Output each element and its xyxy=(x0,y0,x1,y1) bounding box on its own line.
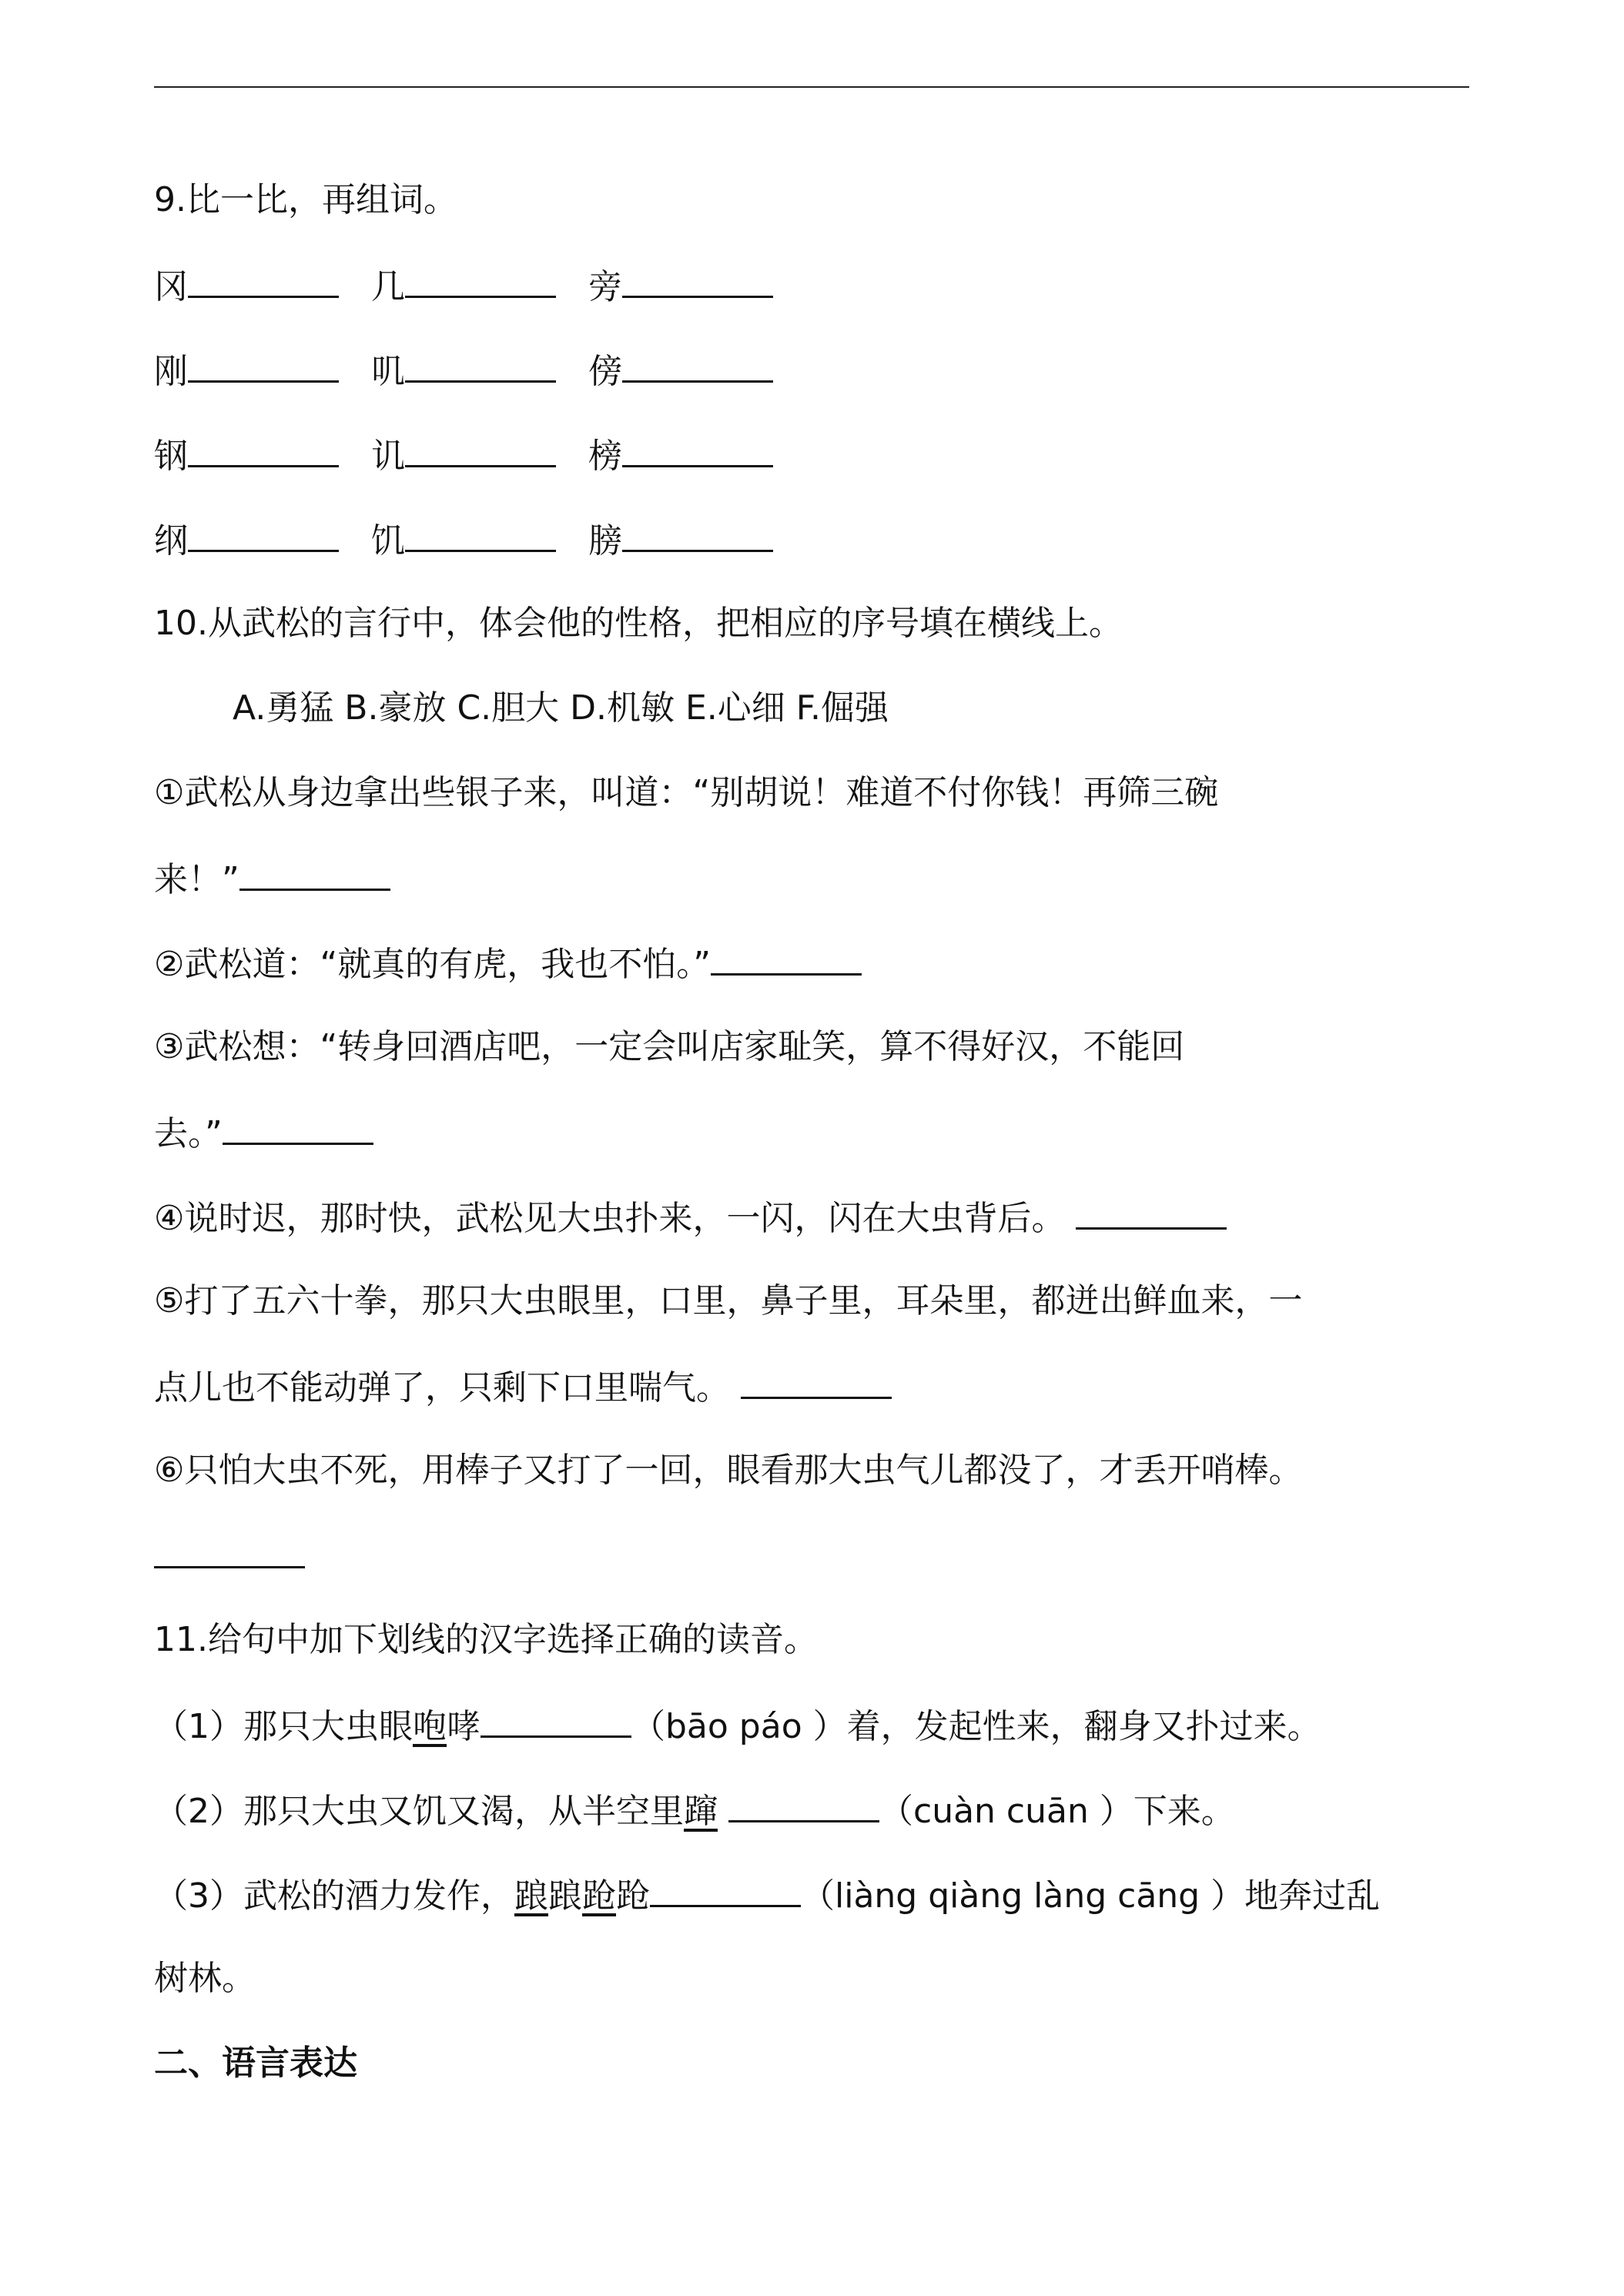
answer-blank[interactable] xyxy=(154,1532,305,1568)
q11-sentence-1: （1）那只大虫眼咆哮 （bāo páo ）着，发起性来，翻身又扑过来。 xyxy=(154,1702,1321,1750)
q10-options: A.勇猛 B.豪放 C.胆大 D.机敏 E.心细 F.倔强 xyxy=(233,688,889,728)
answer-blank[interactable] xyxy=(622,346,773,383)
q9-row-3: 钢 讥 榜 xyxy=(154,431,805,480)
answer-blank[interactable] xyxy=(622,516,773,552)
q10-item-5: ⑤打了五六十拳，那只大虫眼里，口里，鼻子里，耳朵里，都迸出鲜血来，一 xyxy=(154,1281,1303,1320)
answer-blank[interactable] xyxy=(1076,1193,1227,1230)
answer-blank[interactable] xyxy=(711,939,862,976)
answer-blank[interactable] xyxy=(188,262,339,298)
answer-blank[interactable] xyxy=(481,1702,631,1738)
answer-blank[interactable] xyxy=(239,855,390,891)
answer-blank[interactable] xyxy=(188,431,339,467)
q10-title: 10.从武松的言行中，体会他的性格，把相应的序号填在横线上。 xyxy=(154,604,1123,643)
answer-blank[interactable] xyxy=(405,516,556,552)
q9-row-2: 刚 叽 傍 xyxy=(154,346,805,395)
q10-item-5-cont: 点儿也不能动弹了，只剩下口里喘气。 xyxy=(154,1363,892,1411)
q10-item-2: ②武松道：“就真的有虎，我也不怕。” xyxy=(154,939,862,988)
answer-blank[interactable] xyxy=(650,1871,801,1907)
answer-blank[interactable] xyxy=(405,346,556,383)
section-heading: 二、语言表达 xyxy=(154,2043,357,2083)
q11-sentence-3: （3）武松的酒力发作，踉踉跄跄 （liàng qiàng làng cāng ）地奔过乱 xyxy=(154,1871,1380,1919)
q10-item-3: ③武松想：“转身回酒店吧，一定会叫店家耻笑，算不得好汉，不能回 xyxy=(154,1027,1185,1066)
q9-title: 9.比一比，再组词。 xyxy=(154,180,457,219)
q10-item-1-cont: 来！” xyxy=(154,855,390,903)
answer-blank[interactable] xyxy=(622,262,773,298)
answer-blank[interactable] xyxy=(405,431,556,467)
header-rule xyxy=(154,86,1469,88)
answer-blank[interactable] xyxy=(728,1786,879,1822)
q11-sentence-3-cont: 树林。 xyxy=(154,1959,256,1998)
q11-sentence-2: （2）那只大虫又饥又渴，从半空里蹿 （cuàn cuān ）下来。 xyxy=(154,1786,1235,1835)
answer-blank[interactable] xyxy=(188,516,339,552)
q10-item-6: ⑥只怕大虫不死，用棒子又打了一回，眼看那大虫气儿都没了，才丢开哨棒。 xyxy=(154,1451,1303,1490)
q10-item-4: ④说时迟，那时快，武松见大虫扑来，一闪，闪在大虫背后。 xyxy=(154,1193,1227,1242)
answer-blank[interactable] xyxy=(223,1109,373,1145)
q9-row-4: 纲 饥 膀 xyxy=(154,516,805,564)
q10-item-1: ①武松从身边拿出些银子来，叫道：“别胡说！难道不付你钱！再筛三碗 xyxy=(154,773,1219,812)
answer-blank[interactable] xyxy=(741,1363,892,1399)
q10-item-6-blank xyxy=(154,1532,305,1581)
answer-blank[interactable] xyxy=(405,262,556,298)
q10-item-3-cont: 去。” xyxy=(154,1109,373,1157)
answer-blank[interactable] xyxy=(188,346,339,383)
q9-row-1: 冈 几 旁 xyxy=(154,262,805,310)
q11-title: 11.给句中加下划线的汉字选择正确的读音。 xyxy=(154,1620,818,1659)
answer-blank[interactable] xyxy=(622,431,773,467)
